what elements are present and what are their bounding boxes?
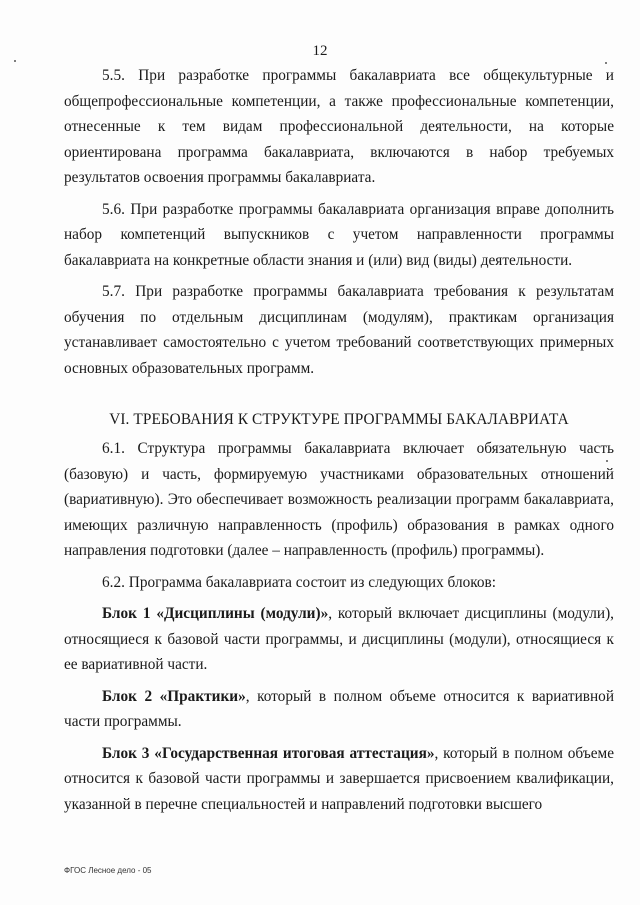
block-2-text: , который в полном объеме относится к вариативной части программы. bbox=[64, 687, 615, 730]
paragraph-5-6: 5.6. При разработке программы бакалавриата организация вправе дополнить набор компетенций выпускников с учетом направленности программы бакалавриата на конкретные области знания и (или) вид (виды) деятельности. bbox=[64, 200, 614, 269]
block-3-text: , который в полном объеме относится к базовой части программы и завершается присвоением квалификации, указанной в перечне специальностей и направлений подготовки высшего bbox=[64, 744, 614, 813]
footer-label: ФГОС Лесное дело - 05 bbox=[64, 866, 152, 875]
paragraph-5-5: 5.5. При разработке программы бакалавриата все общекультурные и общепрофессиональные компетенции, а также профессиональные компетенции, отнесенные к тем видам профессиональной деятельности, на которые ориентирована программа бакалавриата, включаются в набор требуемых результатов освоения программы бакалавриата. bbox=[64, 67, 614, 186]
paragraph-6-1: 6.1. Структура программы бакалавриата включает обязательную часть (базовую) и часть, формируемую участниками образовательных отношений (вариативную). Это обеспечивает возможность реализации программ бакалавриата, имеющих различную направленность (профиль) образования в рамках одного направления подготовки (далее – направленность (профиль) программы). bbox=[64, 440, 614, 559]
paragraph-6-2: 6.2. Программа бакалавриата состоит из следующих блоков: bbox=[102, 573, 497, 591]
scan-speck bbox=[605, 62, 607, 64]
block-1-label: Блок 1 «Дисциплины (модули)» bbox=[102, 605, 329, 622]
block-2-paragraph bbox=[64, 684, 614, 735]
paragraph-5-7: 5.7. При разработке программы бакалавриата требования к результатам обучения по отдельным дисциплинам (модулям), практикам организация устанавливает самостоятельно с учетом требований соответствующих примерных основных образовательных программ. bbox=[64, 283, 614, 377]
document-body bbox=[64, 63, 614, 823]
block-3-label: Блок 3 «Государственная итоговая аттестация» bbox=[102, 744, 435, 762]
block-1-text: , который включает дисциплины (модули), относящиеся к базовой части программы, и дисциплины (модули), относящиеся к ее вариативной части. bbox=[64, 605, 614, 673]
scan-speck bbox=[14, 60, 16, 62]
page-number: 12 bbox=[312, 43, 328, 59]
block-2-label: Блок 2 «Практики» bbox=[102, 687, 246, 705]
block-1-paragraph bbox=[64, 601, 614, 678]
scan-speck bbox=[606, 460, 608, 462]
section-heading: VI. ТРЕБОВАНИЯ К СТРУКТУРЕ ПРОГРАММЫ БАКАЛАВРИАТА bbox=[109, 411, 569, 428]
block-3-paragraph bbox=[64, 741, 614, 818]
